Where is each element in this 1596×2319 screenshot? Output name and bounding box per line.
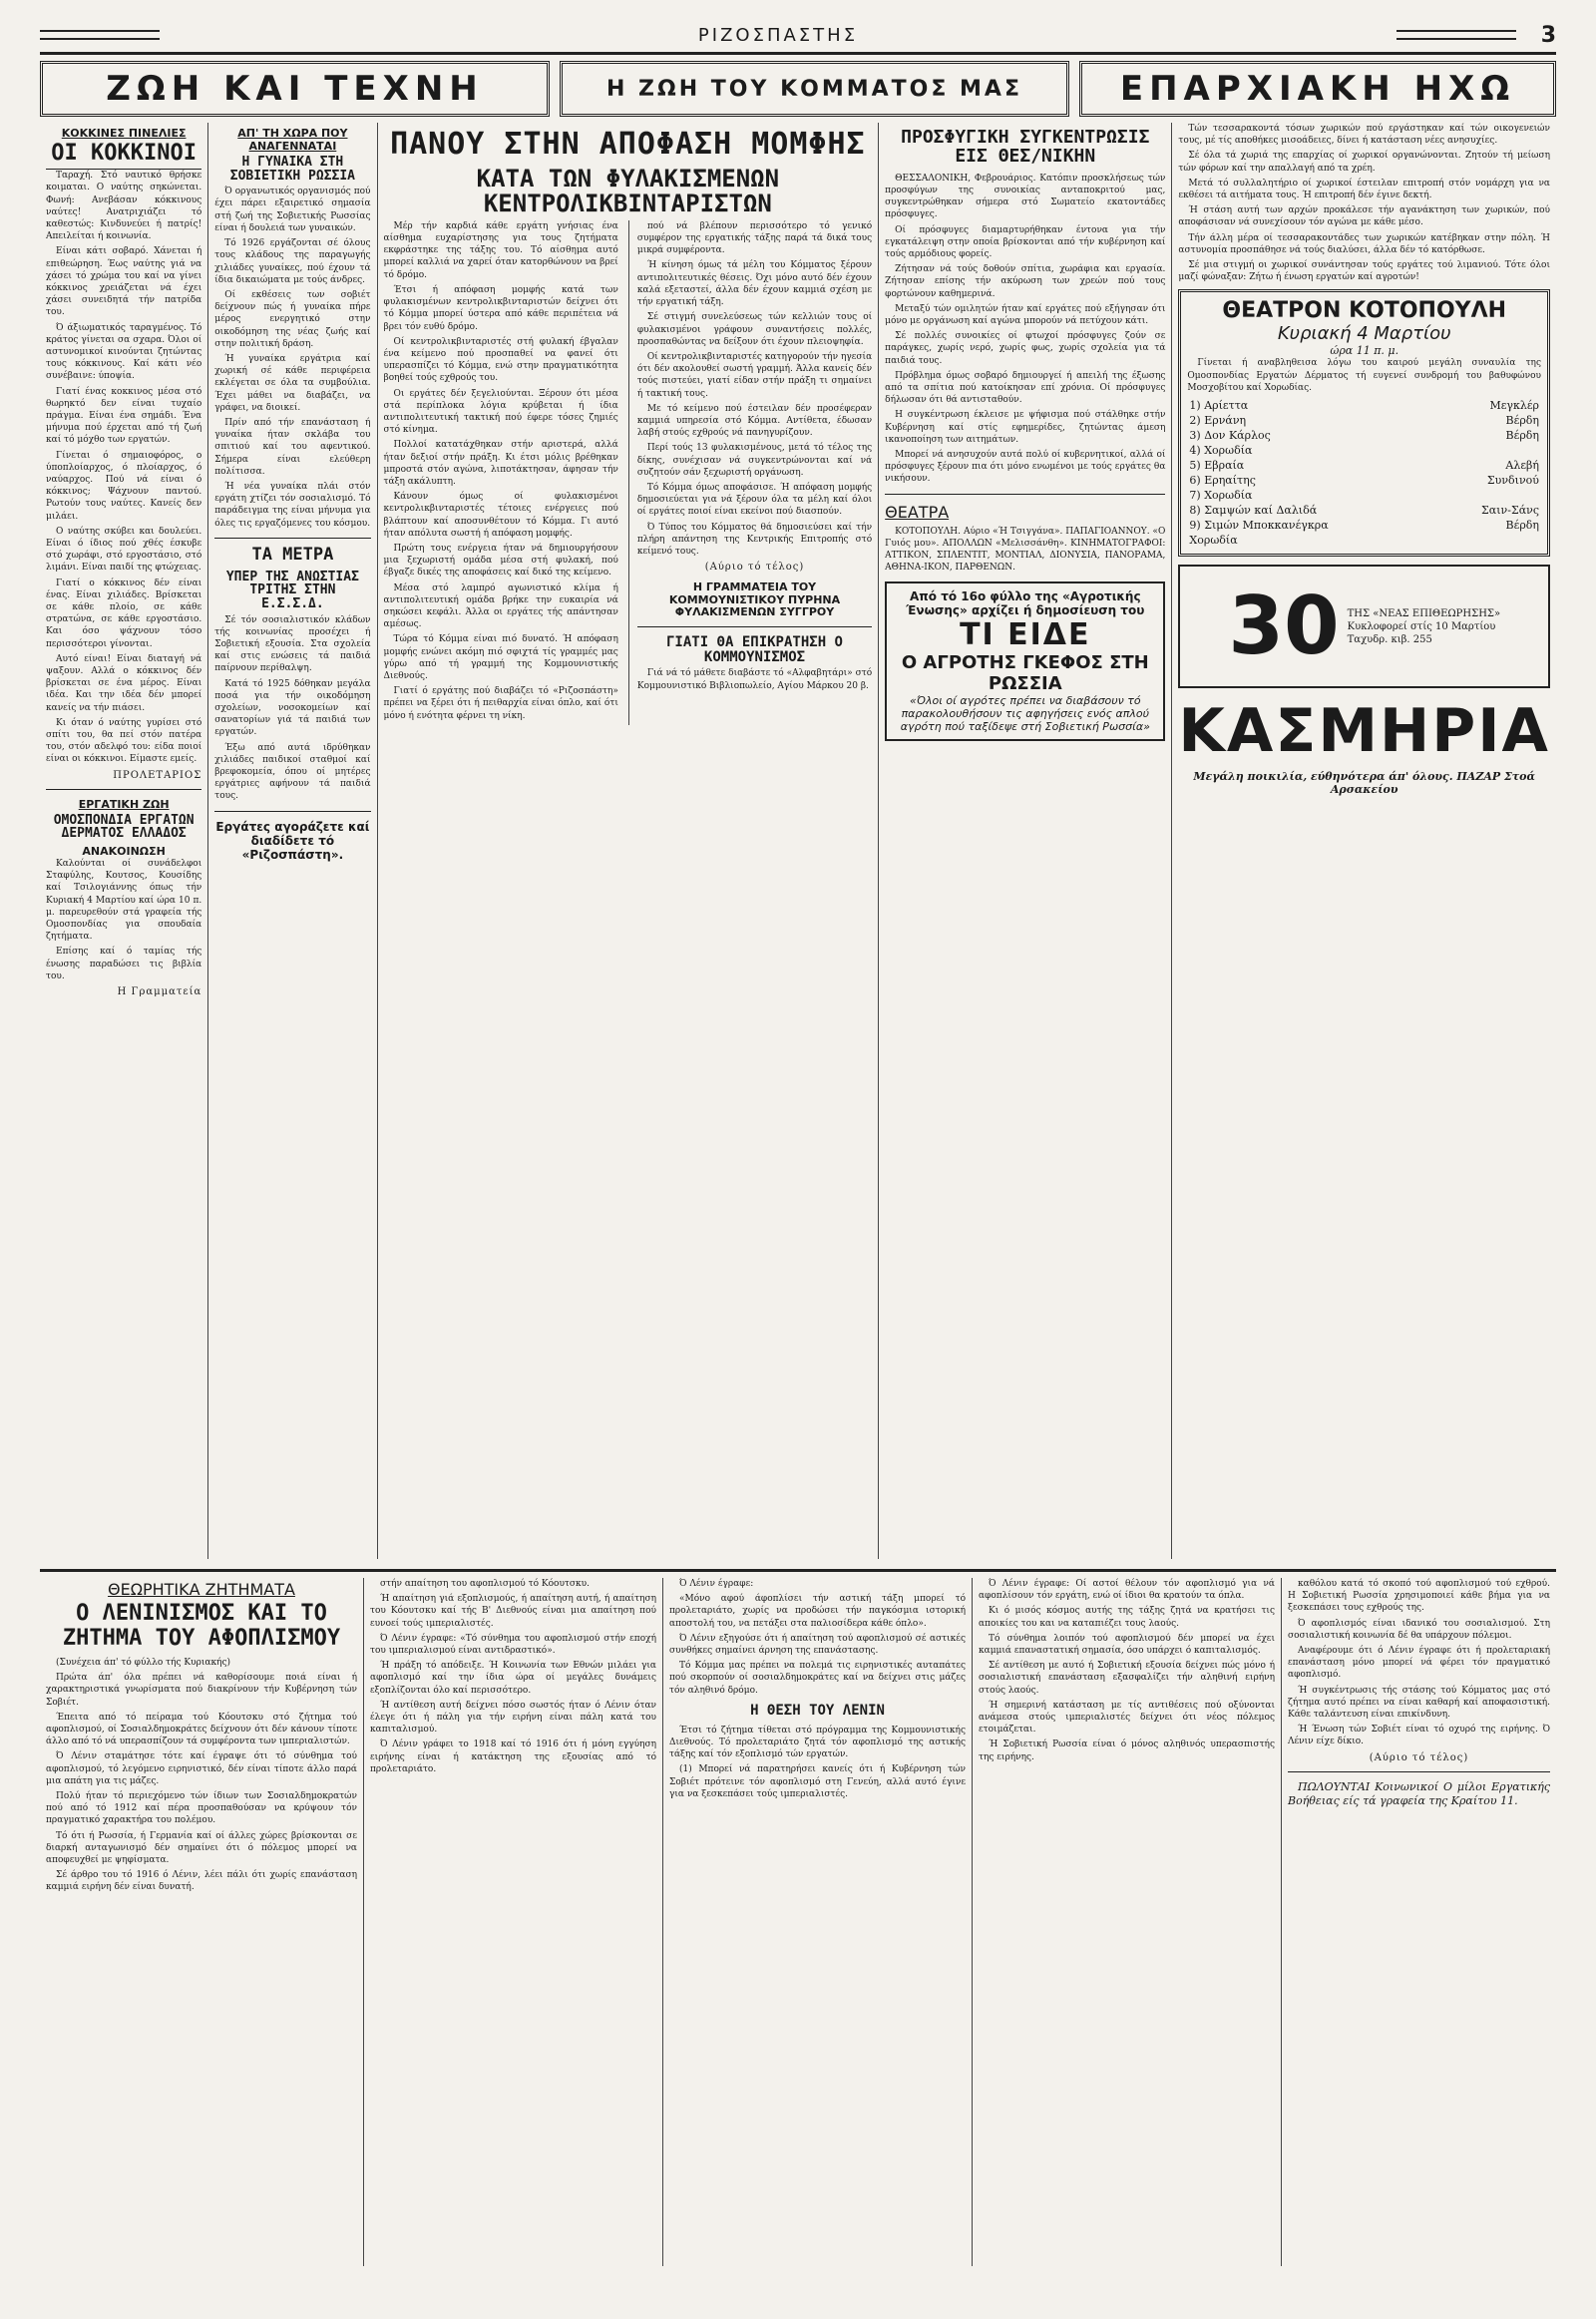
divider <box>214 811 370 812</box>
paragraph: Μπορεί νά ανησυχούν αυτά πολύ οί κυβερνητικοί, αλλά οί πρόσφυγες ξέρουν πια ότι μόνο ενωμένοι με τούς εργάτες θα νικήσουν. <box>885 450 1166 485</box>
kicker: ΑΠ' ΤΗ ΧΩΡΑ ΠΟΥ ΑΝΑΓΕΝΝΑΤΑΙ <box>237 127 348 153</box>
column-refugee-rally <box>879 123 1172 1559</box>
program-piece: 4) Χορωδία <box>1189 444 1253 458</box>
kasmiria-ad-title: ΚΑΣΜΗΡΙΑ <box>1178 696 1550 767</box>
program-piece: 7) Χορωδία <box>1189 489 1253 503</box>
paragraph: Οί κεντρολικβινταριστές κατηγορούν τήν ηγεσία ότι δέν ακολουθεί σωστή γραμμή. Άλλα κανείς δέν τούς πιστεύει, γιατί είδαν στήν πράξη τι σημαίνει ή τακτική τους. <box>636 351 873 399</box>
paragraph: Σέ αντίθεση με αυτό ή Σοβιετική εξουσία δείχνει πώς μόνο ή σοσιαλιστική επανάσταση εξασφαλίζει τήν αληθινή ειρήνη στούς λαούς. <box>979 1661 1275 1696</box>
magazine-details <box>1348 607 1500 646</box>
paragraph: Τήν άλλη μέρα οί τεσσαρακοντάδες των χωρικών κατέβηκαν στην πόλη. Ή αστυνομία προσπάθησε νά τούς διαλύσει, άλλα δέν τό κατόρθωσε. <box>1178 232 1550 255</box>
program-composer: Σαιν-Σάνς <box>1481 504 1539 518</box>
headline: ΟΙ ΚΟΚΚΙΝΟΙ <box>46 142 201 170</box>
program-row <box>1187 413 1541 428</box>
program-piece: 2) Ερνάνη <box>1189 414 1247 428</box>
paragraph: Τό Κόμμα μας πρέπει να πολεμά τις ειρηνιστικές αυταπάτες πού σκορπούν οί σοσιαλδημοκράτες καί να δείχνει στις μάζες τόν αληθινό δρόμο. <box>669 1661 966 1696</box>
footer-slogan: Εργάτες αγοράζετε καί διαδίδετε τό «Ριζοσπάστη». <box>215 819 370 862</box>
paragraph: Έξω από αυτά ιδρύθηκαν χιλιάδες παιδικοί σταθμοί καί βρεφοκομεία, όπου οί μητέρες εργάτριες αφήνουν τά παιδιά τους. <box>214 742 371 802</box>
headline-line-1: ΠΑΝΟΥ ΣΤΗΝ ΑΠΟΦΑΣΗ ΜΟΜΦΗΣ <box>390 127 866 162</box>
concert-time: ώρα 11 π. μ. <box>1330 344 1399 358</box>
paragraph: Κάνουν όμως οί φυλακισμένοι κεντρολικβινταριστές τέτοιες ενέργειες πού βλάπτουν καί αποσυνθέτουν τό Κόμμα. Γι αυτό ήταν απόλυτα σωστή ή απόφαση μομφής. <box>383 492 618 539</box>
paragraph: Ό Λένιν έγραφε: Οί αστοί θέλουν τόν αφοπλισμό για νά αφοπλίσουν τόν εργάτη, ενώ οί ίδιοι θα κρατούν τα όπλα. <box>979 1579 1275 1602</box>
kicker: ΘΕΩΡΗΤΙΚΑ ΖΗΤΗΜΑΤΑ <box>108 1580 295 1599</box>
subheading: Η ΘΕΣΗ ΤΟΥ ΛΕΝΙΝ <box>750 1702 885 1719</box>
paragraph: Ή στάση αυτή των αρχών προκάλεσε τήν αγανάκτηση των χωρικών, πού αποφάσισαν νά συνεχίσουν τόν αγώνα με κάθε μέσο. <box>1178 205 1550 228</box>
paragraph: Ή αντίθεση αυτή δείχνει πόσο σωστός ήταν ό Λένιν όταν έλεγε ότι ή πάλη για τήν ειρήνη είναι πάλη κατά του καπιταλισμού. <box>370 1700 656 1736</box>
page-number: 3 <box>1540 22 1556 48</box>
paragraph: Επίσης καί ό ταμίας τής ένωσης παραδώσει τις βιβλία του. <box>46 947 202 981</box>
paragraph: Ή συγκέντρωσις τής στάσης τού Κόμματος μας στό ζήτημα αυτό πρέπει να είναι καθαρή καί αποφασιστική. Κάθε ταλάντευση είναι επικίνδυνη. <box>1288 1685 1550 1721</box>
paragraph: Οί κεντρολικβινταριστές στή φυλακή έβγαλαν ένα κείμενο πού προσπαθεί να φανεί ότι υπερασπίζει τό Κόμμα, ενώ στην πραγματικότητα βοηθεί τούς εχθρούς του. <box>383 336 618 384</box>
article-body <box>46 858 201 982</box>
kasmiria-ad-text: Μεγάλη ποικιλία, εύθηνότερα άπ' όλους. ΠΑΖΑΡ Στοά Αρσακείου <box>1193 770 1535 797</box>
paragraph: Οι εργάτες δέν ξεγελιούνται. Ξέρουν ότι μέσα στά περίπλοκα λόγια κρύβεται ή ίδια αντιπολιτευτική τακτική πού έφερε τόσες ζημιές στό κίνημα. <box>383 388 618 436</box>
paragraph: Ή Ένωση τών Σοβιέτ είναι τό οχυρό της ειρήνης. Ό Λένιν είχε δίκιο. <box>1288 1725 1550 1747</box>
program-composer <box>1434 533 1541 548</box>
paragraph: Αυτό είναι! Είναι διαταγή νά ψαξουν. Αλλά ο κόκκινος δέν βρίσκεται σε ένα μέρος. Είναι ιδέα. Και την ιδέα δέν μπορεί κανείς να τήν πιάσει. <box>46 653 202 713</box>
paragraph: Ό Λένιν σταμάτησε τότε καί έγραψε ότι τό σύνθημα τού αφοπλισμού, τό λεγόμενο ειρηνιστικό, δέν είναι τίποτε άλλο παρά μια απάτη για τις μάζες. <box>46 1751 357 1786</box>
paragraph: πού νά βλέπουν περισσότερο τό γενικό συμφέρον της εργατικής τάξης παρά τά δικά τους μικρά συμφέροντα. <box>636 220 873 256</box>
program-row <box>1187 488 1541 503</box>
paragraph: Ζήτησαν νά τούς δοθούν σπίτια, χωράφια και εργασία. Ζήτησαν επίσης τήν ακύρωση των χρεών πού τους φορτώνουν καθημερινά. <box>885 264 1166 299</box>
bottom-section-leninism <box>40 1578 1556 2266</box>
paragraph: Τό 1926 εργάζονται σέ όλους τους κλάδους της παραγωγής χιλιάδες γυναίκες, πού έχουν τά ίδια δικαιώματα με τούς άνδρες. <box>214 238 371 285</box>
theater-name: ΘΕΑΤΡΟΝ ΚΟΤΟΠΟΥΛΗ <box>1222 298 1507 324</box>
program-composer: Βέρδη <box>1505 414 1539 428</box>
classified-notice <box>1288 1780 1550 1808</box>
paragraph: Κι ό μισός κόσμος αυτής της τάξης ζητά να κρατήσει τις αποικίες του και να καταπιέζει τους λαούς. <box>979 1606 1275 1629</box>
paragraph: Με τό κείμενο πού έστειλαν δέν προσέφεραν καμμιά υπηρεσία στό Κόμμα. Αντίθετα, έδωσαν λαβή στούς εχθρούς νά πανηγυρίζουν. <box>636 403 873 439</box>
banner-label: ΕΠΑΡΧΙΑΚΗ ΗΧΩ <box>1119 69 1516 109</box>
notice-title: ΤΙ ΕΙΔΕ <box>960 617 1091 653</box>
paragraph: Πρώτα άπ' όλα πρέπει νά καθορίσουμε ποιά είναι ή χαρακτηριστικά γνωρίσματα πού διακρίνουν τήν Κυβέρνηση τών Σοβιέτ. <box>46 1673 357 1708</box>
banner-label: ΖΩΗ ΚΑΙ ΤΕΧΝΗ <box>106 69 484 109</box>
article-body <box>669 1725 966 1800</box>
paragraph: Έτσι ή απόφαση μομφής κατά των φυλακισμένων κεντρολικβινταριστών δείχνει ότι τό Κόμμα μπορεί ύστερα από κάθε περιπέτεια νά βρει τόν ευθύ δρόμο. <box>383 284 618 332</box>
paragraph: Ή σημερινή κατάσταση με τίς αντιθέσεις πού οξύνονται ανάμεσα στούς ιμπεριαλιστές δείχνει ότι νέος πόλεμος ετοιμάζεται. <box>979 1700 1275 1736</box>
program-piece: 1) Αρίεττα <box>1189 399 1249 413</box>
paragraph: Τό Κόμμα όμως αποφάσισε. Ή απόφαση μομφής δημοσιεύεται για νά ξέρουν όλα τα μέλη καί όλοι οί εργάτες ποιοί είναι εκείνοι πού διασπούν. <box>636 482 873 518</box>
paragraph: Έπειτα από τό πείραμα τού Κόουτσκυ στό ζήτημα τού αφοπλισμού, οί Σοσιαλδημοκράτες δείχνουν ότι δέν κάνουν τίποτε άλλο από τό νά υπερασπίζουν τά συμφέροντα των ιμπεριαλιστών. <box>46 1712 357 1747</box>
concert-day: Κυριακή 4 Μαρτίου <box>1277 323 1451 345</box>
program-piece: 8) Σαμψών καί Δαλιδά <box>1189 504 1318 518</box>
article-body <box>1288 1578 1550 1748</box>
paragraph: Ή απαίτηση γιά εξοπλισμούς, ή απαίτηση αυτή, ή απαίτηση του Κόουτσκυ καί τής Β' Διεθνούς είναι μια απαίτηση πού ευνοεί τούς ιμπεριαλιστές. <box>370 1594 656 1629</box>
paragraph: «Μόνο αφού άφοπλίσει τήν αστική τάξη μπορεί τό προλεταριάτο, χωρίς να προδώσει τήν παγκόσμια ιστορική αποστολή του, να πετάξει στα παλιοσίδερα κάθε όπλο». <box>669 1594 966 1629</box>
paragraph: Γιατί ένας κοκκινος μέσα στό θωρηκτό δεν είναι τυχαίο πράγμα. Είναι ένα σημάδι. Ένα μήνυμα πού έρχεται από τή ζωή καί τό μόχθο των εργατών. <box>46 386 202 446</box>
theaters-heading: ΘΕΑΤΡΑ <box>885 502 950 522</box>
magazine-name: ΤΗΣ «ΝΕΑΣ ΕΠΙΘΕΩΡΗΣΗΣ» <box>1347 607 1501 619</box>
article-body <box>214 186 370 529</box>
column-soviet-woman <box>208 123 377 1559</box>
paragraph: Ό Λένιν έγραφε: <box>679 1579 754 1589</box>
continuation-note: (Αύριο τό τέλος) <box>1369 1751 1469 1763</box>
paragraph: Σέ στιγμή συνελεύσεως τών κελλιών τους οί φυλακισμένοι γράφουν συναντήσεις πολλές, προσπαθώντας να δείξουν ότι έχουν πλειοψηφία. <box>636 312 873 347</box>
newspaper-page <box>40 18 1556 2302</box>
banner-life-and-art <box>40 61 550 117</box>
paragraph: Ταραχή. Στό ναυτικό θρήσκε κοιμαται. Ο ναύτης σηκώνεται. Φωνή: Ανεβάσαν κόκκινους ναύτες! Ανατριχιάζει τό καθεστώς: Κινδυνεύει ή πατρίς! Απειλείται ή κοινωνία. <box>46 171 202 242</box>
article-body-right <box>628 220 872 725</box>
program-piece: 3) Δον Κάρλος <box>1189 429 1271 443</box>
paragraph: Τώρα τό Κόμμα είναι πιό δυνατό. Ή απόφαση μομφής ενώνει ακόμη πιό σφιχτά τίς γραμμές μας γύρω από τή γραμμή της Κομμουνιστικής Διεθνούς. <box>383 634 618 681</box>
paragraph: Η συγκέντρωση έκλεισε με ψήφισμα πού στάλθηκε στήν Κυβέρνηση καί στίς εφημερίδες, ζητώντας άμεση ικανοποίηση των αιτημάτων. <box>885 410 1166 445</box>
promo-headline: ΓΙΑΤΙ ΘΑ ΕΠΙΚΡΑΤΗΣΗ Ο ΚΟΜΜΟΥΝΙΣΜΟΣ <box>665 633 843 665</box>
paragraph: Ή γυναίκα εργάτρια καί χωρική σέ κάθε περιφέρεια εκλέγεται σε όλα τα συμβούλια. Έχει μάθει να διαβάζει, να γράφει, να διοικεί. <box>214 353 371 413</box>
paragraph: Μέρ τήν καρδιά κάθε εργάτη γνήσιας ένα αίσθημα ευχαρίστησης για τους ζητήματα εκφράστηκε της τάξης του. Τό αίσθημα αυτό μπορεί καλλιά να χαρεί όταν κατορθώνουν να βρεί τό δρόμο. <box>383 220 618 280</box>
bottom-column-4 <box>973 1578 1282 2266</box>
program-piece: 9) Σιμών Μποκκανέγκρα <box>1189 519 1329 533</box>
article-body-left <box>384 220 618 725</box>
promo-text: Γιά νά τό μάθετε διαβάστε τό «Αλφαβητάρι» στό Κομμουνιστικό Βιβλιοπωλείο, Αγίου Μάρκου 20 β. <box>636 668 873 691</box>
paragraph: Πολλοί κατατάχθηκαν στήν αριστερά, αλλά ήταν δεξιοί στήν πράξη. Κι έτσι μόλις βρέθηκαν μπροστά στόν αγώνα, λιποτάκτησαν, άφησαν τήν τάξη ακάλυπτη. <box>383 440 618 487</box>
paragraph: Πρώτη τους ενέργεια ήταν νά δημιουργήσουν μια ξεχωριστή ομάδα μέσα στή φυλακή, πού έβγαζε δικές της αποφάσεις καί δικό της κείμενο. <box>383 543 618 579</box>
paragraph: Γίνεται ή αναβληθεισα λόγω του καιρού μεγάλη συναυλία της Ομοσπονδίας Εργατών Δέρματος τή ευγενεί συνδρομή του βαθυφώνου Μοσχοβίτου καί Χορωδίας. <box>1187 358 1541 393</box>
article-body <box>370 1578 656 1775</box>
banner-label: Η ΖΩΗ ΤΟΥ ΚΟΜΜΑΤΟΣ ΜΑΣ <box>605 76 1022 102</box>
continuation-note: (Αύριο τό τέλος) <box>704 562 805 574</box>
kicker: ΕΡΓΑΤΙΚΗ ΖΩΗ <box>78 797 170 811</box>
masthead-rule-right <box>1396 30 1516 40</box>
program-composer: Αλεβή <box>1505 459 1539 473</box>
paragraph: Σέ άρθρο του τό 1916 ό Λένιν, λέει πάλι ότι χωρίς επανάσταση καμμιά ειρήνη δέν είναι δυνατή. <box>46 1870 357 1893</box>
paragraph: Πολύ ήταν τό περιεχόμενο τών ίδιων των Σοσιαλδημοκρατών πού από τό 1912 καί πέρα προσπαθούσαν να κρύψουν τόν πραγματικό χαρακτήρα του πολέμου. <box>46 1791 357 1826</box>
program-piece: 5) Εβραία <box>1189 459 1245 473</box>
paragraph: ΘΕΣΣΑΛΟΝΙΚΗ, Φεβρουάριος. Κατόπιν προσκλήσεως τών προσφύγων της συνοικίας ανταποκριτού μας, συγκεντρώθηκαν σήμερα στό Σωματείο εκατοντάδες πρόσφυγες. <box>885 173 1166 220</box>
signature: ΠΡΟΛΕΤΑΡΙΟΣ <box>113 769 202 781</box>
program-row <box>1187 443 1541 458</box>
program-table <box>1187 398 1541 548</box>
magazine-ad <box>1178 565 1550 688</box>
paragraph: Τό σύνθημα λοιπόν τού αφοπλισμού δέν μπορεί να έχει καμμιά επαναστατική σημασία, όσο υπάρχει ό καπιταλισμός. <box>979 1633 1275 1657</box>
paragraph: Ή Σοβιετική Ρωσσία είναι ό μόνος αληθινός υπερασπιστής της ειρήνης. <box>979 1739 1275 1762</box>
paragraph: Ό Λένιν εξηγούσε ότι ή απαίτηση τού αφοπλισμού σέ αστικές συνθήκες σημαίνει άρνηση της επανάστασης. <box>669 1633 966 1657</box>
release-date: Κυκλοφορεί στίς 10 Μαρτίου <box>1347 620 1496 632</box>
masthead <box>40 18 1556 55</box>
concert-text <box>1187 357 1541 394</box>
article-body <box>46 170 201 766</box>
paragraph: Ό Λένιν γράφει το 1918 καί τό 1916 ότι ή μόνη εγγύηση ειρήνης είναι ή κατάκτηση της εξουσίας από τό προλεταριάτο. <box>370 1739 656 1774</box>
paragraph: ΚΟΤΟΠΟΥΛΗ. Αύριο «Ή Τσιγγάνα». ΠΑΠΑΓΙΟΑΝΝΟΥ. «Ο Γυιός μου». ΑΠΟΛΛΩΝ «Μελισσάνθη». ΚΙΝΗΜΑΤΟΓΡΑΦΟΙ: ΑΤΤΙΚΟΝ, ΣΠΛΕΝΤΙΤ, ΜΟΝΤΙΑΛ, ΔΙΟΝΥΣΙΑ, ΠΑΝΟΡΑΜΑ, ΑΘΗΝΑ-ΙΚΟΝ, ΠΑΡΘΕΝΩΝ. <box>885 526 1166 574</box>
paragraph: Ό αφοπλισμός είναι ιδανικό του σοσιαλισμού. Στη σοσιαλιστική κοινωνία δέ θα υπάρχουν πόλεμοι. <box>1288 1618 1550 1641</box>
headline: Η ΓΥΝΑΙΚΑ ΣΤΗ ΣΟΒΙΕΤΙΚΗ ΡΩΣΣΙΑ <box>229 155 356 184</box>
program-composer: Μεγκλέρ <box>1489 399 1539 413</box>
column-party-censure <box>378 123 880 1559</box>
bottom-column-2 <box>364 1578 663 2266</box>
postal-box: Ταχυδρ. κιβ. 255 <box>1347 633 1432 645</box>
subheading: ΑΝΑΚΟΙΝΩΣΗ <box>82 844 166 858</box>
paragraph: Καλούνται οί συνάδελφοι Σταφύλης, Κουτσος, Κουσίδης καί Τσιλογιάννης όπως τήν Κυριακή 4 Μαρτίου καί ώρα 10 π. μ. παρευρεθούν στά γραφεία τής Ομοσπονδίας για σπουδαία ζητήματα. <box>46 858 202 943</box>
program-composer <box>1434 488 1541 503</box>
program-row <box>1187 503 1541 518</box>
paragraph: Ό οργανωτικός οργανισμός πού έχει πάρει εξαιρετικό σημασία στή ζωή της Σοβιετικής Ρωσσίας είναι ή δουλειά των γυναικών. <box>214 187 371 233</box>
article-body <box>979 1578 1275 1763</box>
divider <box>214 538 370 539</box>
article-body <box>214 614 370 803</box>
paragraph: Ό Τύπος του Κόμματος θά δημοσιεύσει καί τήν πλήρη απάντηση της Κεντρικής Επιτροπής στό κείμενό τους. <box>636 522 873 557</box>
program-row <box>1187 458 1541 473</box>
paragraph: Μετά τό συλλαλητήριο οί χωρικοί έστειλαν επιτροπή στόν νομάρχη για να εκθέσει τά αιτήματα τους. Ή επιτροπή δέν έγινε δεκτή. <box>1178 178 1550 201</box>
paragraph: Σέ τόν σοσιαλιστικόν κλάδων τής κοινωνίας προσέχει ή Σοβιετική εξουσία. Στα σχολεία καί στις ενώσεις τά παιδιά παίρνουν περίθαλψη. <box>214 614 371 674</box>
headline: ΟΜΟΣΠΟΝΔΙΑ ΕΡΓΑΤΩΝ ΔΕΡΜΑΤΟΣ ΕΛΛΑΔΟΣ <box>53 812 195 842</box>
program-row <box>1187 518 1541 533</box>
paragraph: Κι όταν ό ναύτης γυρίσει στό σπίτι του, θα πεί στόν πατέρα του, στόν αδελφό του: είδα ποιοί είναι οι κόκκινοι. Είμαστε εμείς. <box>46 717 202 765</box>
divider <box>637 626 872 627</box>
program-row <box>1187 398 1541 413</box>
paragraph: Ή πράξη τό απόδειξε. Ή Κοινωνία των Εθνών μιλάει για αφοπλισμό καί την ίδια ώρα οί μεγάλες δυνάμεις εξοπλίζονται όλο καί περισσότερο. <box>370 1661 656 1696</box>
signature: Η Γραμματεία <box>117 985 202 997</box>
program-row <box>1187 473 1541 488</box>
paragraph: Οί πρόσφυγες διαμαρτυρήθηκαν έντονα για τήν εγκατάλειψη στην οποία βρίσκονται από τήν κυβέρνηση καί τούς αρμόδιους φορείς. <box>885 224 1166 259</box>
paragraph: Σέ μια στιγμή οι χωρικοί συνάντησαν τούς εργάτες τού λιμανιού. Τότε όλοι μαζί φώναξαν: Ζήτω ή ένωση εργατών καί αγροτών! <box>1178 260 1550 283</box>
notice-subtitle: Ο ΑΓΡΟΤΗΣ ΓΚΕΦΟΣ ΣΤΗ ΡΩΣΣΙΑ <box>901 652 1149 695</box>
bottom-column-3 <box>663 1578 973 2266</box>
bottom-column-1 <box>40 1578 364 2266</box>
divider <box>1288 1771 1550 1772</box>
notice-quote: «Όλοι οί αγρότες πρέπει να διαβάσουν τό παρακολουθήσουν τις αφηγήσεις ενός απλού αγρότη πού ταξίδεψε στή Σοβιετική Ρωσσία» <box>900 694 1150 734</box>
paragraph: Οί εκθέσεις των σοβιέτ δείχνουν πώς ή γυναίκα πήρε μέρος ενεργητικό στην οικοδόμηση της νέας ζωής καί στην πολιτική δράση. <box>214 289 371 349</box>
paragraph: Ό Λένιν έγραφε: «Τό σύνθημα του αφοπλισμού στήν εποχή του ιμπεριαλισμού είναι αντιδραστικό». <box>370 1633 656 1657</box>
paragraph: Ό άξιωματικός ταραγμένος. Τό κράτος γίνεται σα σχαρα. Όλοι οί αστυνομικοί κινούνται ζητώντας τους κόκκινους. Καί κάτι νέο συνέβαινε: ύποψία. <box>46 322 202 382</box>
paragraph: καθόλου κατά τό σκοπό τού αφοπλισμού τού εχθρού. Η Σοβιετική Ρωσσία χρησιμοποιεί κάθε βήμα για να ξεσκεπάσει τους εχθρούς της. <box>1288 1579 1550 1614</box>
article-body <box>1178 123 1550 283</box>
paragraph: Γιατί ό εργάτης πού διαβάζει τό «Ριζοσπάστη» πρέπει να ξέρει ότι ή πειθαρχία είναι όπλο, καί ότι μόνο ή ενότητα φέρνει τη νίκη. <box>383 686 618 721</box>
paragraph: ΠΩΛΟΥΝΤΑΙ Κοινωνικοί Ο μίλοι Εργατικής Βοήθειας είς τά γραφεία της Κραίτου 11. <box>1288 1779 1550 1807</box>
notice-intro: Από τό 16ο φύλλο της «Αγροτικής Ένωσης» αρχίζει ή δημοσίευση του <box>906 589 1145 618</box>
article-body <box>885 173 1165 486</box>
agrarian-notice <box>885 581 1165 741</box>
program-composer: Βέρδη <box>1505 519 1539 533</box>
article-columns <box>384 220 873 725</box>
theaters-listing <box>885 526 1165 575</box>
section-divider <box>40 1569 1556 1572</box>
column-red-brushes <box>40 123 208 1559</box>
paragraph: Μεταξύ τών ομιλητών ήταν καί εργάτες πού εξήγησαν ότι μόνο με οργάνωση καί αγώνα μπορούν νά πετύχουν κάτι. <box>885 303 1166 327</box>
paragraph: Τών τεσσαρακοντά τόσων χωρικών πού εργάστηκαν καί τών οικογενειών τους, μέ τίς αποθήκες μισοάδειες, δίνει ή κατάσταση νέες ανησυχίες. <box>1178 124 1550 147</box>
program-row <box>1187 428 1541 443</box>
paragraph: στήν απαίτηση του αφοπλισμού τό Κόουτσκυ. <box>380 1579 591 1589</box>
article-body <box>46 1657 357 1894</box>
paragraph: Έτσι τό ζήτημα τίθεται στό πρόγραμμα της Κομμουνιστικής Διεθνούς. Τό προλεταριάτο ζητά τόν αφοπλισμό της αστικής τάξης καί τόν εξοπλισμό τών εργατών. <box>669 1725 966 1760</box>
headline: ΠΡΟΣΦΥΓΙΚΗ ΣΥΓΚΕΝΤΡΩΣΙΣ ΕΙΣ ΘΕΣ/ΝΙΚΗΝ <box>901 127 1150 167</box>
program-row <box>1187 533 1541 548</box>
signatory: Η ΓΡΑΜΜΑΤΕΙΑ ΤΟΥ ΚΟΜΜΟΥΝΙΣΤΙΚΟΥ ΠΥΡΗΝΑ ΦΥΛΑΚΙΣΜΕΝΩΝ ΣΥΓΓΡΟΥ <box>668 580 841 618</box>
paragraph: Είναι κάτι σοβαρό. Χάνεται ή επιθεώρηση. Έως ναύτης γιά να χάσει τό χρώμα του καί να γίνει κόκκινος χρειάζεται νά έχει χάσει συνειδητά τήν πατρίδα του. <box>46 246 202 318</box>
paragraph: Ή νέα γυναίκα πλάι στόν εργάτη χτίζει τόν σοσιαλισμό. Τό παράδειγμα της είναι μήνυμα για όλες τις εργαζόμενες του κόσμου. <box>214 481 371 529</box>
banner-party-life <box>560 61 1069 117</box>
bottom-column-5 <box>1282 1578 1556 2266</box>
top-section <box>40 123 1556 1559</box>
program-piece: Χορωδία <box>1189 534 1238 548</box>
paragraph: Αναφέρουμε ότι ό Λένιν έγραφε ότι ή προλεταριακή επανάσταση μόνο μπορεί νά φέρει τόν πραγματικό αφοπλισμό. <box>1288 1646 1550 1681</box>
program-composer: Συνδινού <box>1486 474 1539 488</box>
article-body <box>669 1578 966 1697</box>
headline-line-2: ΚΑΤΑ ΤΩΝ ΦΥΛΑΚΙΣΜΕΝΩΝ ΚΕΝΤΡΟΛΙΚΒΙΝΤΑΡΙΣΤΩΝ <box>476 164 780 217</box>
newspaper-title: ΡΙΖΟΣΠΑΣΤΗΣ <box>697 24 859 46</box>
masthead-rule-left <box>40 30 160 40</box>
paragraph: Μέσα στό λαμπρό αγωνιστικό κλίμα ή αντιπολιτευτική ομάδα βρήκε την ευκαιρία νά σηκώσει κεφάλι. Άλλα οι εργάτες τής απάντησαν αμέσως. <box>383 582 618 630</box>
paragraph: Τό ότι ή Ρωσσία, ή Γερμανία καί οί άλλες χώρες βρίσκονται σε διαρκή ανταγωνισμό δέν σημαίνει ότι ό πόλεμος μπορεί να αποφευχθεί με ψηφίσματα. <box>46 1830 357 1866</box>
paragraph: Πρίν από τήν επανάσταση ή γυναίκα ήταν σκλάβα του σπιτιού καί του αφεντικού. Σήμερα είναι ελεύθερη πολίτισσα. <box>214 417 371 477</box>
paragraph: Σέ όλα τά χωριά της επαρχίας οί χωρικοί οργανώνονται. Ζητούν τή μείωση τών φόρων καί την απαλλαγή από τα χρέη. <box>1178 151 1550 174</box>
paragraph: Γιατί ο κόκκινος δέν είναι ένας. Είναι χιλιάδες. Βρίσκεται σε κάθε πλοίο, σε κάθε στρατώνα, σε κάθε εργοστάσιο. Και όσο ψάχνουν τόσο περισσότεροι γίνονται. <box>46 578 202 649</box>
paragraph: Περί τούς 13 φυλακισμένους, μετά τό τέλος της δίκης, συνέχισαν νά συγκεντρώνονται καί νά συζητούν σάν ξεχωριστή οργάνωση. <box>636 443 873 478</box>
headline: Ο ΛΕΝΙΝΙΣΜΟΣ ΚΑΙ ΤΟ ΖΗΤΗΜΑ ΤΟΥ ΑΦΟΠΛΙΣΜΟΥ <box>62 1601 341 1651</box>
headline: ΤΑ ΜΕΤΡΑ <box>251 544 334 565</box>
paragraph: Σέ πολλές συνοικίες οί φτωχοί πρόσφυγες ζούν σε παράγκες, χωρίς νερό, χωρίς φως, χωρίς σχολεία για τά παιδιά τους. <box>885 331 1166 366</box>
divider <box>46 789 201 790</box>
program-composer: Βέρδη <box>1505 429 1539 443</box>
footnote: (1) Μπορεί νά παρατηρήσει κανείς ότι ή Κυβέρνηση τών Σοβιέτ πρότεινε τόν αφοπλισμό στη Γενεύη, αλλά αυτό έγινε για να ξεσκεπάσει τούς ιμπεριαλιστές. <box>669 1764 966 1799</box>
program-composer <box>1434 443 1541 458</box>
issue-number: 30 <box>1228 580 1340 673</box>
banner-provincial-echo <box>1079 61 1556 117</box>
kicker: ΚΟΚΚΙΝΕΣ ΠΙΝΕΛΙΕΣ <box>61 127 187 140</box>
section-banners <box>40 61 1556 117</box>
paragraph: Πρόβλημα όμως σοβαρό δημιουργεί ή απειλή της έξωσης από τα σπίτια πού κατοίκησαν επί χρόνια. Οί πρόσφυγες δήλωσαν ότι θά αντισταθούν. <box>885 370 1166 406</box>
paragraph: Ο ναύτης σκύβει και δουλεύει. Είναι ό ίδιος πού χθές έσκυβε στό χωράφι, στό εργοστάσιο, στό λιμάνι. Είναι παιδί της φτώχειας. <box>46 526 202 574</box>
subheadline: ΥΠΕΡ ΤΗΣ ΑΝΩΣΤΙΑΣ ΤΡΙΤΗΣ ΣΤΗΝ Ε.Σ.Σ.Δ. <box>225 569 359 611</box>
kotopouli-theater-ad <box>1178 289 1550 557</box>
paragraph: Γίνεται ό σημαιοφόρος, ο ύποπλοίαρχος, ό πλοίαρχος, ό ναύαρχος. Πού νά είναι ό κόκκινος; Ψάχνουν παντού. Ρωτούν τους ναύτες. Κανείς δεν μιλάει. <box>46 450 202 522</box>
paragraph: Κατά τό 1925 δόθηκαν μεγάλα ποσά για τήν οικοδόμηση σχολείων, νοσοκομείων καί σανατορίων γιά τά παιδιά των εργατών. <box>214 678 371 738</box>
program-piece: 6) Ερηαίτης <box>1189 474 1256 488</box>
divider <box>885 494 1165 495</box>
column-provincial <box>1172 123 1556 1559</box>
paragraph: Ή κίνηση όμως τά μέλη του Κόμματος ξέρουν αντιπολιτευτικές θέσεις. Όχι μόνο αυτό δέν έχουν καλά εξεταστεί, άλλα δέν έχουν καμμιά σχέση με τήν εργατική τάξη. <box>636 260 873 308</box>
paragraph: (Συνέχεια άπ' τό φύλλο τής Κυριακής) <box>56 1658 231 1668</box>
